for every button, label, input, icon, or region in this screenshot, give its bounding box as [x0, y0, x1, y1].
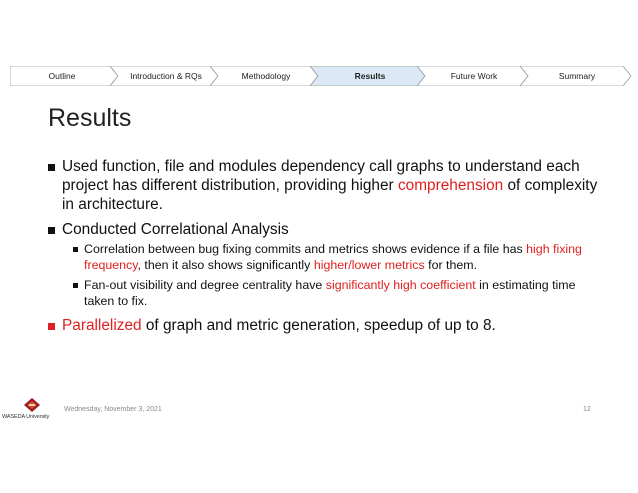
- bullet-text: of complexity in architecture.: [62, 177, 598, 213]
- bullet-text: Fan-out visibility and degree centrality have: [84, 278, 326, 292]
- page-number: 12: [583, 406, 591, 413]
- university-name: WASEDA University: [2, 414, 50, 420]
- nav-item-summary[interactable]: Summary: [558, 71, 596, 81]
- slide-title: Results: [48, 104, 132, 132]
- nav-item-methodology[interactable]: Methodology: [241, 71, 291, 81]
- bullet-square-icon: [48, 164, 55, 171]
- sub-bullet-correlation: [70, 242, 604, 273]
- nav-item-results[interactable]: Results: [354, 71, 386, 81]
- nav-item-outline[interactable]: Outline: [48, 71, 76, 81]
- bullet-correlational-analysis: [48, 220, 608, 239]
- bullet-text: of graph and metric generation, speedup of up to 8.: [141, 317, 496, 334]
- bullet-text: in estimating time taken to fix.: [84, 278, 576, 308]
- bullet-text: , then it also shows significantly: [137, 257, 314, 272]
- bullet-call-graphs: [48, 157, 608, 214]
- bullet-list: [48, 157, 608, 341]
- highlight-text: higher/lower metrics: [313, 257, 425, 272]
- highlight-text: high fixing frequency: [84, 242, 582, 272]
- highlight-text: significantly high coefficient: [325, 278, 476, 292]
- sub-bullet-fan-out: [70, 278, 604, 309]
- progress-nav: [10, 66, 632, 86]
- bullet-square-icon: [48, 227, 55, 234]
- bullet-text: Used function, file and modules dependency call graphs to understand each project has different distribution, providing higher: [62, 158, 580, 194]
- bullet-text: Conducted Correlational Analysis: [62, 221, 289, 238]
- bullet-parallelized: [48, 316, 608, 335]
- nav-item-future-work[interactable]: Future Work: [450, 71, 498, 81]
- footer-date: Wednesday, November 3, 2021: [64, 406, 162, 413]
- bullet-square-icon: [73, 247, 78, 252]
- bullet-square-icon: [73, 283, 78, 288]
- highlight-text: comprehension: [397, 177, 504, 194]
- bullet-text: Correlation between bug fixing commits and metrics shows evidence if a file has: [84, 242, 527, 256]
- bullet-square-icon: [48, 323, 55, 330]
- bullet-text: for them.: [424, 257, 478, 272]
- nav-item-introduction[interactable]: Introduction & RQs: [130, 71, 202, 81]
- highlight-text: Parallelized: [62, 317, 142, 334]
